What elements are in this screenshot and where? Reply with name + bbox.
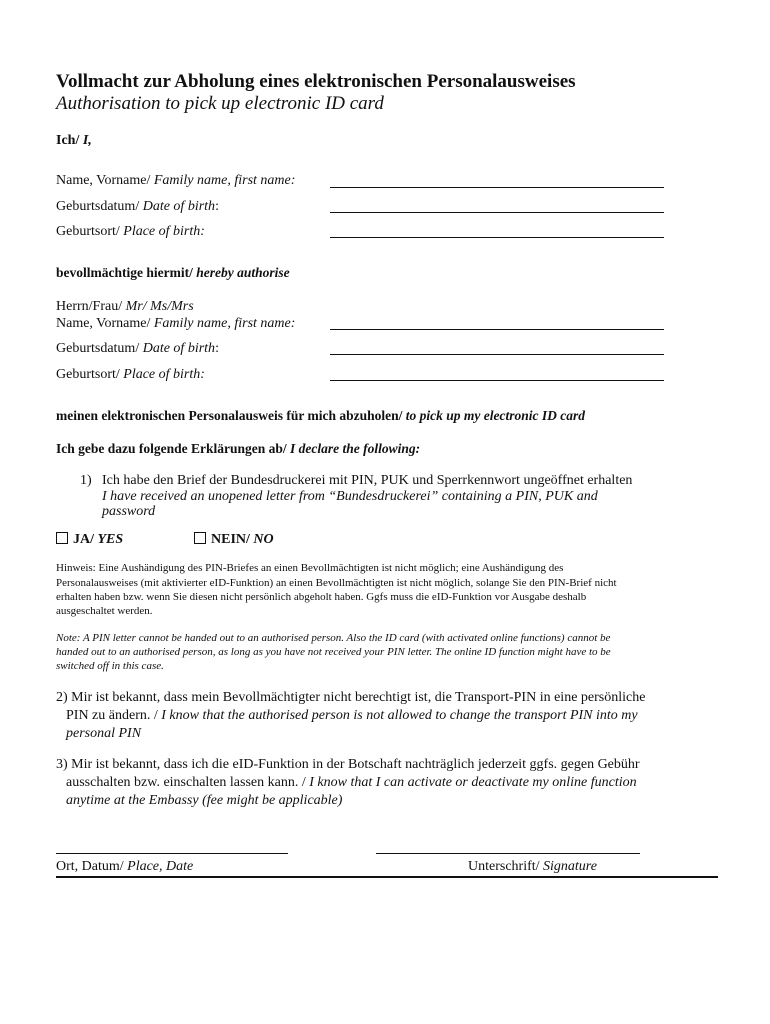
item2-line-2-en: I know that the authorised person is not allowed to change the transport PIN into my bbox=[161, 708, 638, 723]
dob-label-suffix: : bbox=[215, 199, 219, 214]
pickup-label-en: to pick up my electronic ID card bbox=[405, 408, 585, 423]
item3-line-3: anytime at the Embassy (fee might be applicable) bbox=[66, 793, 343, 808]
agent-dob-label-de: Geburtsdatum/ bbox=[56, 341, 143, 356]
item2-line-1: 2) Mir ist bekannt, dass mein Bevollmächtigter nicht berechtigt ist, die Transport-PIN in eine persönliche bbox=[56, 690, 646, 705]
signature-label bbox=[468, 859, 597, 875]
ich-heading bbox=[56, 133, 92, 149]
salutation-label-de: Herrn/Frau/ bbox=[56, 299, 126, 314]
hinweis-line-4: ausgeschaltet werden. bbox=[56, 605, 153, 617]
note-line-2: handed out to an authorised person, as long as you have not received your PIN letter. The online ID function might have to be bbox=[56, 646, 611, 658]
document-title: Vollmacht zur Abholung eines elektronischen Personalausweises bbox=[56, 71, 576, 92]
name-label-en: Family name, first name: bbox=[153, 173, 296, 188]
note-line-3: switched off in this case. bbox=[56, 660, 164, 672]
agent-name-label bbox=[56, 316, 295, 332]
item2-line-2-de: PIN zu ändern. / bbox=[66, 708, 162, 723]
no-option[interactable] bbox=[194, 532, 274, 548]
dob-label-de: Geburtsdatum/ bbox=[56, 199, 143, 214]
signature-label-de: Unterschrift/ bbox=[468, 859, 544, 874]
item2-line-2 bbox=[66, 708, 638, 724]
document-title-english: Authorisation to pick up electronic ID card bbox=[56, 93, 384, 114]
note-line-1: Note: A PIN letter cannot be handed out to an authorised person. Also the ID card (with activated online functions) cannot be bbox=[56, 632, 611, 644]
place-date-label-en: Place, Date bbox=[127, 859, 194, 874]
item1-text-de: Ich habe den Brief der Bundesdruckerei mit PIN, PUK und Sperrkennwort ungeöffnet erhalten bbox=[102, 473, 633, 488]
item3-line-2-en: I know that I can activate or deactivate my online function bbox=[309, 775, 637, 790]
item2-line-3: personal PIN bbox=[66, 726, 142, 741]
hinweis-line-2: Personalausweises (mit aktivierter eID-Funktion) an einen Bevollmächtigten ist nicht möglich, solange Sie den PIN-Brief nicht bbox=[56, 577, 617, 589]
agent-dob-field[interactable] bbox=[330, 354, 664, 355]
item3-line-1: 3) Mir ist bekannt, dass ich die eID-Funktion in der Botschaft nachträglich jederzeit ggfs. gegen Gebühr bbox=[56, 757, 640, 772]
pickup-statement bbox=[56, 408, 585, 424]
principal-name-field[interactable] bbox=[330, 187, 664, 188]
pob-label-en: Place of birth: bbox=[123, 224, 205, 239]
yes-label-de: JA/ bbox=[73, 532, 98, 547]
hinweis-line-1: Hinweis: Eine Aushändigung des PIN-Briefes an einen Bevollmächtigten ist nicht möglich; eine Aushändigung des bbox=[56, 562, 564, 574]
no-label-en: NO bbox=[253, 532, 274, 547]
agent-pob-field[interactable] bbox=[330, 380, 664, 381]
salutation-label-en: Mr/ Ms/Mrs bbox=[125, 299, 194, 314]
agent-dob-label bbox=[56, 341, 219, 357]
principal-pob-field[interactable] bbox=[330, 237, 664, 238]
yes-option[interactable] bbox=[56, 532, 123, 548]
hinweis-line-3: erhalten haben bzw. wenn Sie diesen nicht persönlich abgeholt haben. Ggfs muss die eID-Funktion vor Ausgabe deshalb bbox=[56, 591, 587, 603]
authorise-heading bbox=[56, 265, 290, 281]
pob-label-de: Geburtsort/ bbox=[56, 224, 124, 239]
place-date-field[interactable] bbox=[56, 853, 288, 854]
agent-pob-label-en: Place of birth: bbox=[123, 367, 205, 382]
agent-name-label-en: Family name, first name: bbox=[153, 316, 296, 331]
agent-dob-label-en: Date of birth bbox=[142, 341, 216, 356]
agent-name-field[interactable] bbox=[330, 329, 664, 330]
yes-checkbox[interactable] bbox=[56, 532, 68, 544]
agent-pob-label-de: Geburtsort/ bbox=[56, 367, 124, 382]
declare-heading bbox=[56, 441, 420, 457]
agent-dob-label-suffix: : bbox=[215, 341, 219, 356]
agent-pob-label bbox=[56, 367, 205, 383]
salutation-label bbox=[56, 299, 194, 315]
footer-rule bbox=[56, 876, 718, 878]
principal-pob-label bbox=[56, 224, 205, 240]
place-date-label bbox=[56, 859, 193, 875]
item1-text-en-line1: I have received an unopened letter from “Bundesdruckerei” containing a PIN, PUK and bbox=[102, 489, 598, 504]
ich-label-de: Ich/ bbox=[56, 133, 83, 148]
no-checkbox[interactable] bbox=[194, 532, 206, 544]
item1-number: 1) bbox=[80, 473, 92, 488]
ich-label-en: I, bbox=[82, 133, 92, 148]
signature-label-en: Signature bbox=[543, 859, 597, 874]
dob-label-en: Date of birth bbox=[142, 199, 216, 214]
principal-dob-field[interactable] bbox=[330, 212, 664, 213]
authorise-label-de: bevollmächtige hiermit/ bbox=[56, 265, 197, 280]
declare-label-de: Ich gebe dazu folgende Erklärungen ab/ bbox=[56, 441, 291, 456]
item3-line-2-de: ausschalten bzw. einschalten lassen kann. / bbox=[66, 775, 310, 790]
item3-line-2 bbox=[66, 775, 637, 791]
name-label-de: Name, Vorname/ bbox=[56, 173, 154, 188]
authorise-label-en: hereby authorise bbox=[196, 265, 290, 280]
no-label-de: NEIN/ bbox=[211, 532, 254, 547]
principal-name-label bbox=[56, 173, 295, 189]
signature-field[interactable] bbox=[376, 853, 640, 854]
agent-name-label-de: Name, Vorname/ bbox=[56, 316, 154, 331]
item1-text-en-line2: password bbox=[102, 504, 156, 519]
yes-label-en: YES bbox=[97, 532, 124, 547]
place-date-label-de: Ort, Datum/ bbox=[56, 859, 128, 874]
declare-label-en: I declare the following: bbox=[290, 441, 421, 456]
pickup-label-de: meinen elektronischen Personalausweis für mich abzuholen/ bbox=[56, 408, 406, 423]
principal-dob-label bbox=[56, 199, 219, 215]
